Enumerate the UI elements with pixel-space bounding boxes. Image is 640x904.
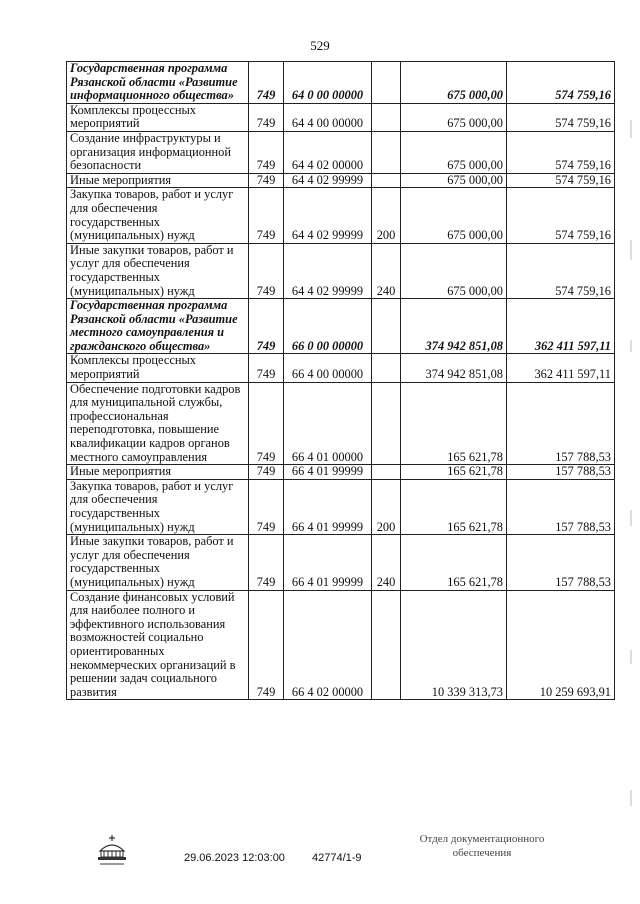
row-code: 749	[249, 188, 284, 243]
row-amount-plan: 374 942 851,08	[401, 354, 507, 382]
row-code: 749	[249, 354, 284, 382]
table-row	[67, 590, 615, 700]
row-name: Комплексы процессных мероприятий	[67, 103, 249, 131]
row-expense-type	[372, 590, 401, 700]
row-name: Комплексы процессных мероприятий	[67, 354, 249, 382]
row-code: 749	[249, 173, 284, 188]
row-program-code: 66 4 00 00000	[284, 354, 372, 382]
row-amount-plan: 374 942 851,08	[401, 299, 507, 354]
row-program-code: 64 4 02 99999	[284, 243, 372, 298]
row-amount-actual: 574 759,16	[507, 173, 615, 188]
row-amount-actual: 157 788,53	[507, 465, 615, 480]
row-expense-type	[372, 299, 401, 354]
row-amount-actual: 157 788,53	[507, 535, 615, 590]
row-program-code: 66 4 01 99999	[284, 535, 372, 590]
row-amount-actual: 362 411 597,11	[507, 354, 615, 382]
row-code: 749	[249, 465, 284, 480]
row-name: Иные закупки товаров, работ и услуг для обеспечения государственных (муниципальных) нужд	[67, 243, 249, 298]
row-expense-type	[372, 103, 401, 131]
row-code: 749	[249, 131, 284, 173]
row-expense-type: 200	[372, 188, 401, 243]
row-amount-plan: 675 000,00	[401, 173, 507, 188]
row-amount-plan: 165 621,78	[401, 465, 507, 480]
row-name: Закупка товаров, работ и услуг для обеспечения государственных (муниципальных) нужд	[67, 188, 249, 243]
footer-datetime: 29.06.2023 12:03:00	[184, 852, 285, 864]
table-body	[67, 62, 615, 700]
row-name: Иные мероприятия	[67, 465, 249, 480]
table-row	[67, 243, 615, 298]
row-code: 749	[249, 103, 284, 131]
table-row	[67, 354, 615, 382]
table-row	[67, 479, 615, 534]
duma-logo-icon	[92, 833, 132, 867]
row-expense-type	[372, 173, 401, 188]
table-row	[67, 188, 615, 243]
row-amount-actual: 574 759,16	[507, 62, 615, 104]
footer-department: Отдел документационного обеспечения	[419, 833, 545, 859]
row-amount-plan: 165 621,78	[401, 479, 507, 534]
row-expense-type	[372, 62, 401, 104]
row-program-code: 64 4 00 00000	[284, 103, 372, 131]
row-name: Иные мероприятия	[67, 173, 249, 188]
row-amount-plan: 675 000,00	[401, 103, 507, 131]
table-row	[67, 62, 615, 104]
row-amount-plan: 165 621,78	[401, 535, 507, 590]
row-expense-type	[372, 382, 401, 465]
row-expense-type: 200	[372, 479, 401, 534]
row-expense-type	[372, 131, 401, 173]
row-amount-actual: 362 411 597,11	[507, 299, 615, 354]
row-amount-actual: 157 788,53	[507, 479, 615, 534]
row-expense-type: 240	[372, 243, 401, 298]
footer-doc-number: 42774/1-9	[312, 852, 362, 864]
table-row	[67, 382, 615, 465]
row-amount-plan: 675 000,00	[401, 131, 507, 173]
row-code: 749	[249, 299, 284, 354]
row-program-code: 64 4 02 00000	[284, 131, 372, 173]
row-amount-plan: 675 000,00	[401, 62, 507, 104]
row-program-code: 64 0 00 00000	[284, 62, 372, 104]
row-code: 749	[249, 243, 284, 298]
table-row	[67, 131, 615, 173]
page-number: 529	[310, 38, 330, 53]
row-program-code: 66 4 01 99999	[284, 479, 372, 534]
row-expense-type	[372, 465, 401, 480]
row-name: Государственная программа Рязанской области «Развитие информационного общества»	[67, 62, 249, 104]
row-name: Закупка товаров, работ и услуг для обеспечения государственных (муниципальных) нужд	[67, 479, 249, 534]
row-program-code: 66 4 02 00000	[284, 590, 372, 700]
row-expense-type	[372, 354, 401, 382]
row-amount-plan: 675 000,00	[401, 188, 507, 243]
row-code: 749	[249, 382, 284, 465]
row-program-code: 66 0 00 00000	[284, 299, 372, 354]
budget-table	[66, 61, 615, 700]
row-amount-actual: 574 759,16	[507, 243, 615, 298]
row-expense-type: 240	[372, 535, 401, 590]
row-amount-plan: 675 000,00	[401, 243, 507, 298]
row-amount-actual: 574 759,16	[507, 188, 615, 243]
row-amount-actual: 157 788,53	[507, 382, 615, 465]
row-program-code: 64 4 02 99999	[284, 173, 372, 188]
edge-marks-icon	[628, 90, 634, 850]
row-amount-plan: 165 621,78	[401, 382, 507, 465]
row-program-code: 66 4 01 00000	[284, 382, 372, 465]
row-code: 749	[249, 479, 284, 534]
table-row	[67, 173, 615, 188]
row-program-code: 66 4 01 99999	[284, 465, 372, 480]
row-name: Создание финансовых условий для наиболее полного и эффективного использования возможностей социально ориентированных некоммерческих организаций в решении задач социального развития	[67, 590, 249, 700]
row-program-code: 64 4 02 99999	[284, 188, 372, 243]
row-name: Создание инфраструктуры и организация информационной безопасности	[67, 131, 249, 173]
row-name: Обеспечение подготовки кадров для муниципальной службы, профессиональная переподготовка, повышение квалификации кадров органов местного самоуправления	[67, 382, 249, 465]
row-name: Иные закупки товаров, работ и услуг для обеспечения государственных (муниципальных) нужд	[67, 535, 249, 590]
table-row	[67, 103, 615, 131]
row-amount-actual: 574 759,16	[507, 131, 615, 173]
row-code: 749	[249, 535, 284, 590]
row-name: Государственная программа Рязанской области «Развитие местного самоуправления и гражданского общества»	[67, 299, 249, 354]
row-amount-actual: 10 259 693,91	[507, 590, 615, 700]
row-amount-actual: 574 759,16	[507, 103, 615, 131]
table-row	[67, 299, 615, 354]
row-code: 749	[249, 590, 284, 700]
row-code: 749	[249, 62, 284, 104]
row-amount-plan: 10 339 313,73	[401, 590, 507, 700]
table-row	[67, 465, 615, 480]
table-row	[67, 535, 615, 590]
